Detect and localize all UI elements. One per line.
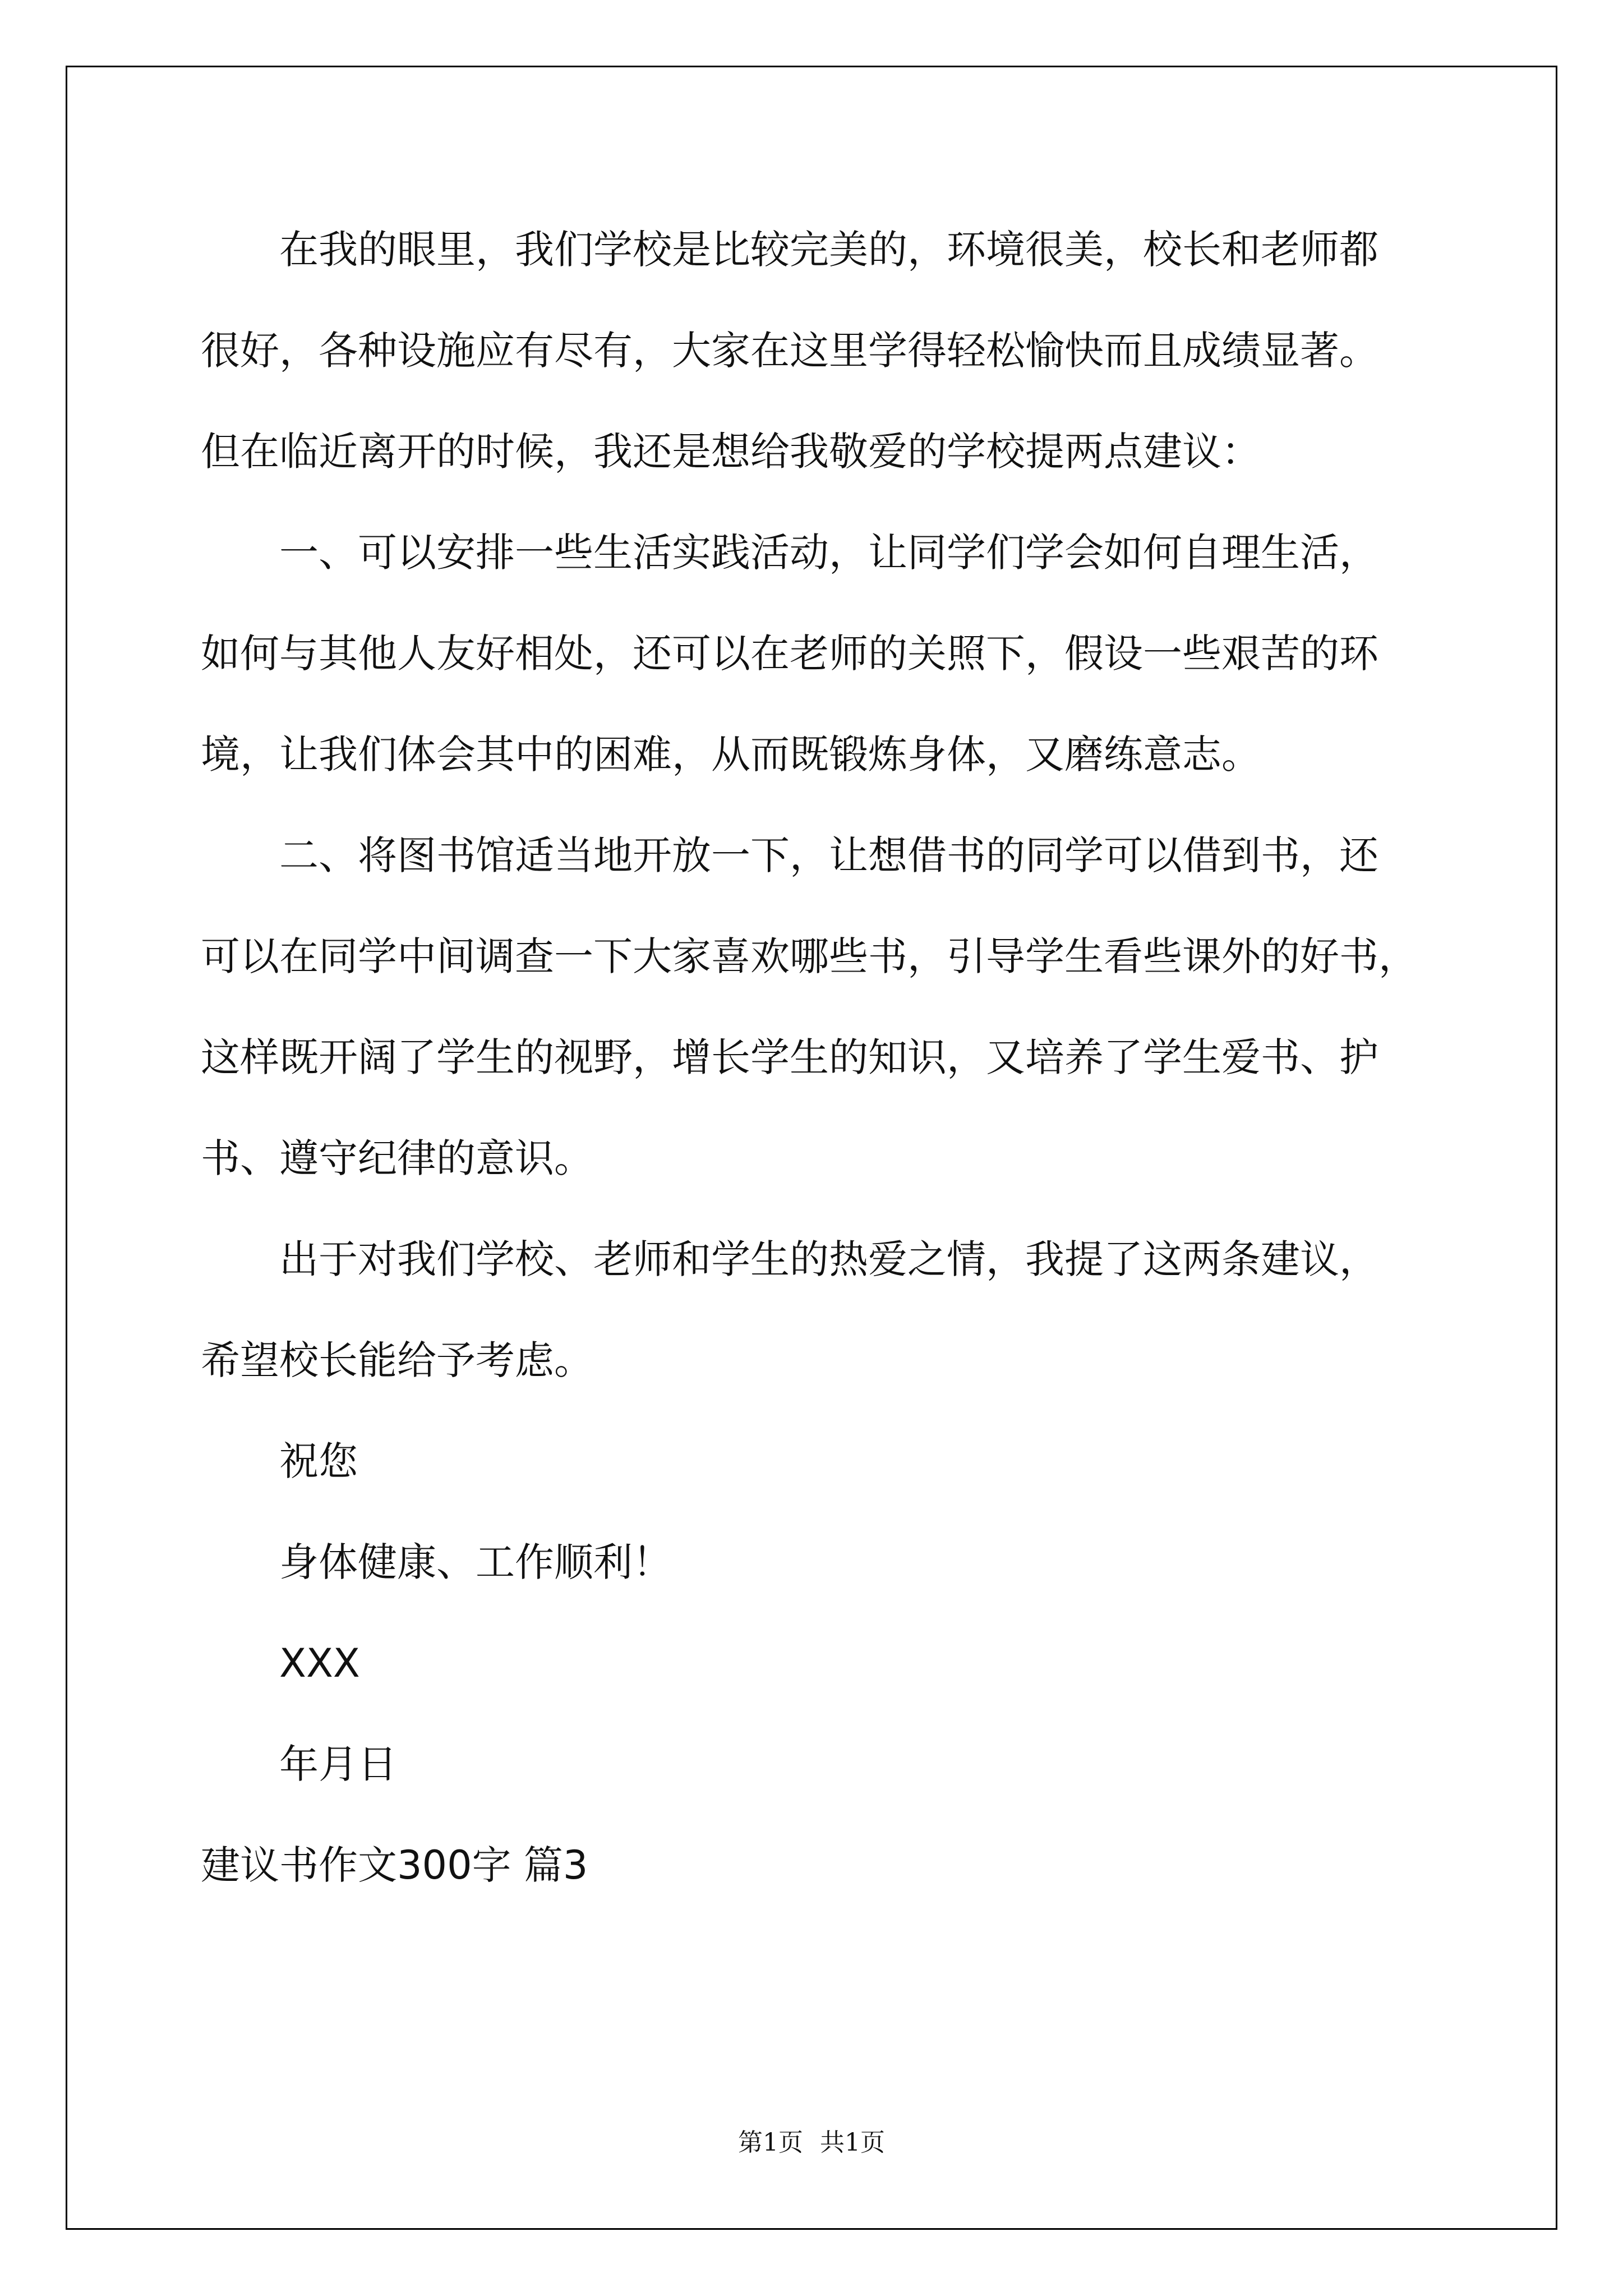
date-line: 年月日 — [201, 1741, 397, 1787]
paragraph-line: 在我的眼里，我们学校是比较完美的，环境很美，校长和老师都 — [201, 227, 1378, 273]
paragraph-line: 出于对我们学校、老师和学生的热爱之情，我提了这两条建议， — [201, 1236, 1378, 1282]
paragraph-line: 境，让我们体会其中的困难，从而既锻炼身体，又磨练意志。 — [201, 731, 1261, 777]
paragraph-line: 二、将图书馆适当地开放一下，让想借书的同学可以借到书，还 — [201, 832, 1378, 878]
paragraph-line: 但在临近离开的时候，我还是想给我敬爱的学校提两点建议： — [201, 429, 1261, 475]
paragraph-line: 这样既开阔了学生的视野，增长学生的知识，又培养了学生爱书、护 — [201, 1034, 1378, 1080]
paragraph-line: 一、可以安排一些生活实践活动，让同学们学会如何自理生活， — [201, 530, 1378, 576]
page-total: 共1页 — [820, 2128, 885, 2157]
signature-line: XXX — [201, 1640, 360, 1686]
paragraph-line: 如何与其他人友好相处，还可以在老师的关照下，假设一些艰苦的环 — [201, 631, 1378, 677]
page-number: 第1页 — [738, 2128, 803, 2157]
section-heading: 建议书作文300字 篇3 — [201, 1842, 588, 1888]
paragraph-line: 很好，各种设施应有尽有，大家在这里学得轻松愉快而且成绩显著。 — [201, 328, 1378, 374]
paragraph-line: 希望校长能给予考虑。 — [201, 1337, 593, 1383]
paragraph-line: 可以在同学中间调查一下大家喜欢哪些书，引导学生看些课外的好书， — [201, 933, 1418, 979]
paragraph-line: 书、遵守纪律的意识。 — [201, 1135, 593, 1181]
salutation-line: 祝您 — [201, 1438, 358, 1484]
wishes-line: 身体健康、工作顺利！ — [201, 1539, 672, 1585]
page-footer — [0, 2126, 1623, 2160]
